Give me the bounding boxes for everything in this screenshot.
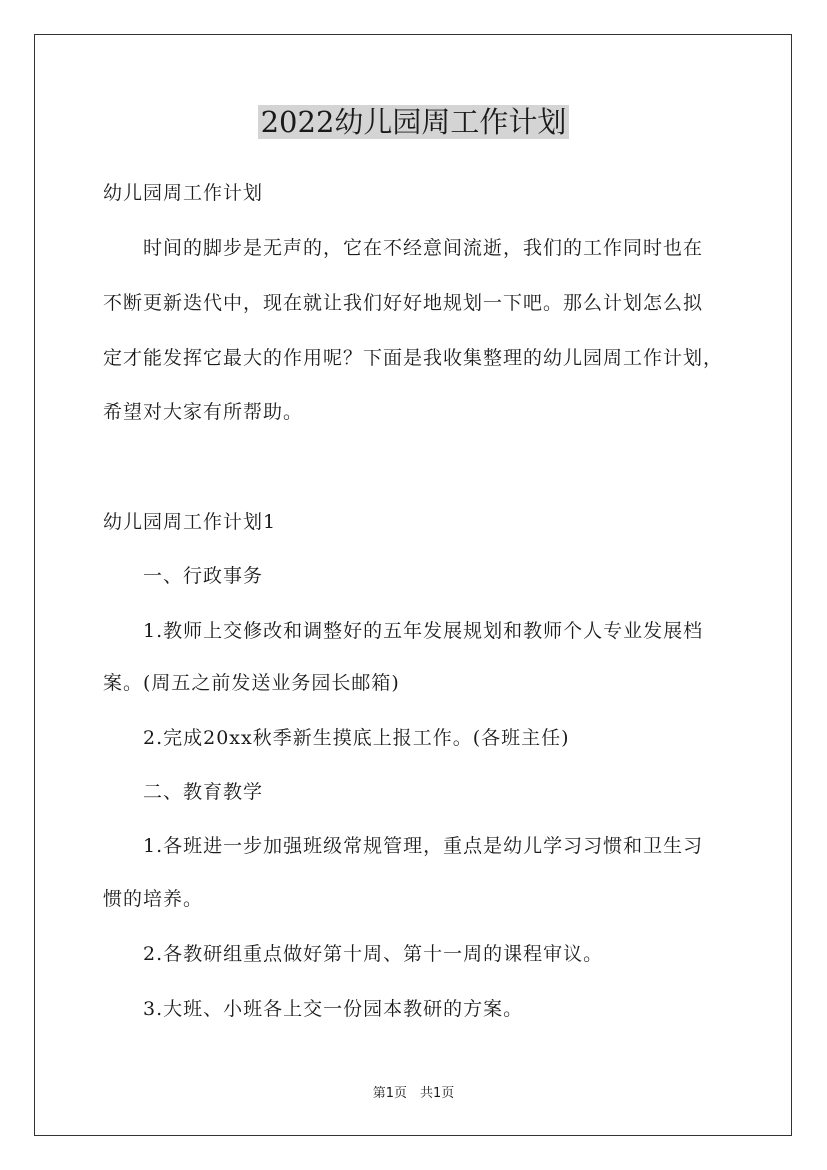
intro-line-2: 不断更新迭代中，现在就让我们好好地规划一下吧。那么计划怎么拟 (103, 292, 704, 314)
body-line-8: 2.各教研组重点做好第十周、第十一周的课程审议。 (143, 943, 604, 965)
document-title (0, 100, 827, 144)
document-title-text: 2022幼儿园周工作计划 (258, 105, 570, 139)
body-line-6: 1.各班进一步加强班级常规管理，重点是幼儿学习习惯和卫生习 (143, 835, 704, 857)
intro-line-4: 希望对大家有所帮助。 (103, 401, 304, 423)
intro-line-1: 时间的脚步是无声的，它在不经意间流逝，我们的工作同时也在 (143, 237, 704, 259)
body-line-4: 2.完成20xx秋季新生摸底上报工作。(各班主任) (143, 727, 570, 749)
section-title: 幼儿园周工作计划1 (103, 511, 277, 533)
page-footer: 第1页 共1页 (372, 1086, 455, 1101)
body-line-9: 3.大班、小班各上交一份园本教研的方案。 (143, 998, 524, 1020)
body-line-3: 案。(周五之前发送业务园长邮箱) (103, 672, 400, 694)
body-line-7: 惯的培养。 (103, 888, 204, 910)
body-line-1: 一、行政事务 (143, 565, 264, 587)
body-line-2: 1.教师上交修改和调整好的五年发展规划和教师个人专业发展档 (143, 620, 704, 642)
intro-line-3: 定才能发挥它最大的作用呢？下面是我收集整理的幼儿园周工作计划， (103, 347, 724, 369)
subtitle: 幼儿园周工作计划 (103, 182, 264, 204)
body-line-5: 二、教育教学 (143, 781, 264, 803)
